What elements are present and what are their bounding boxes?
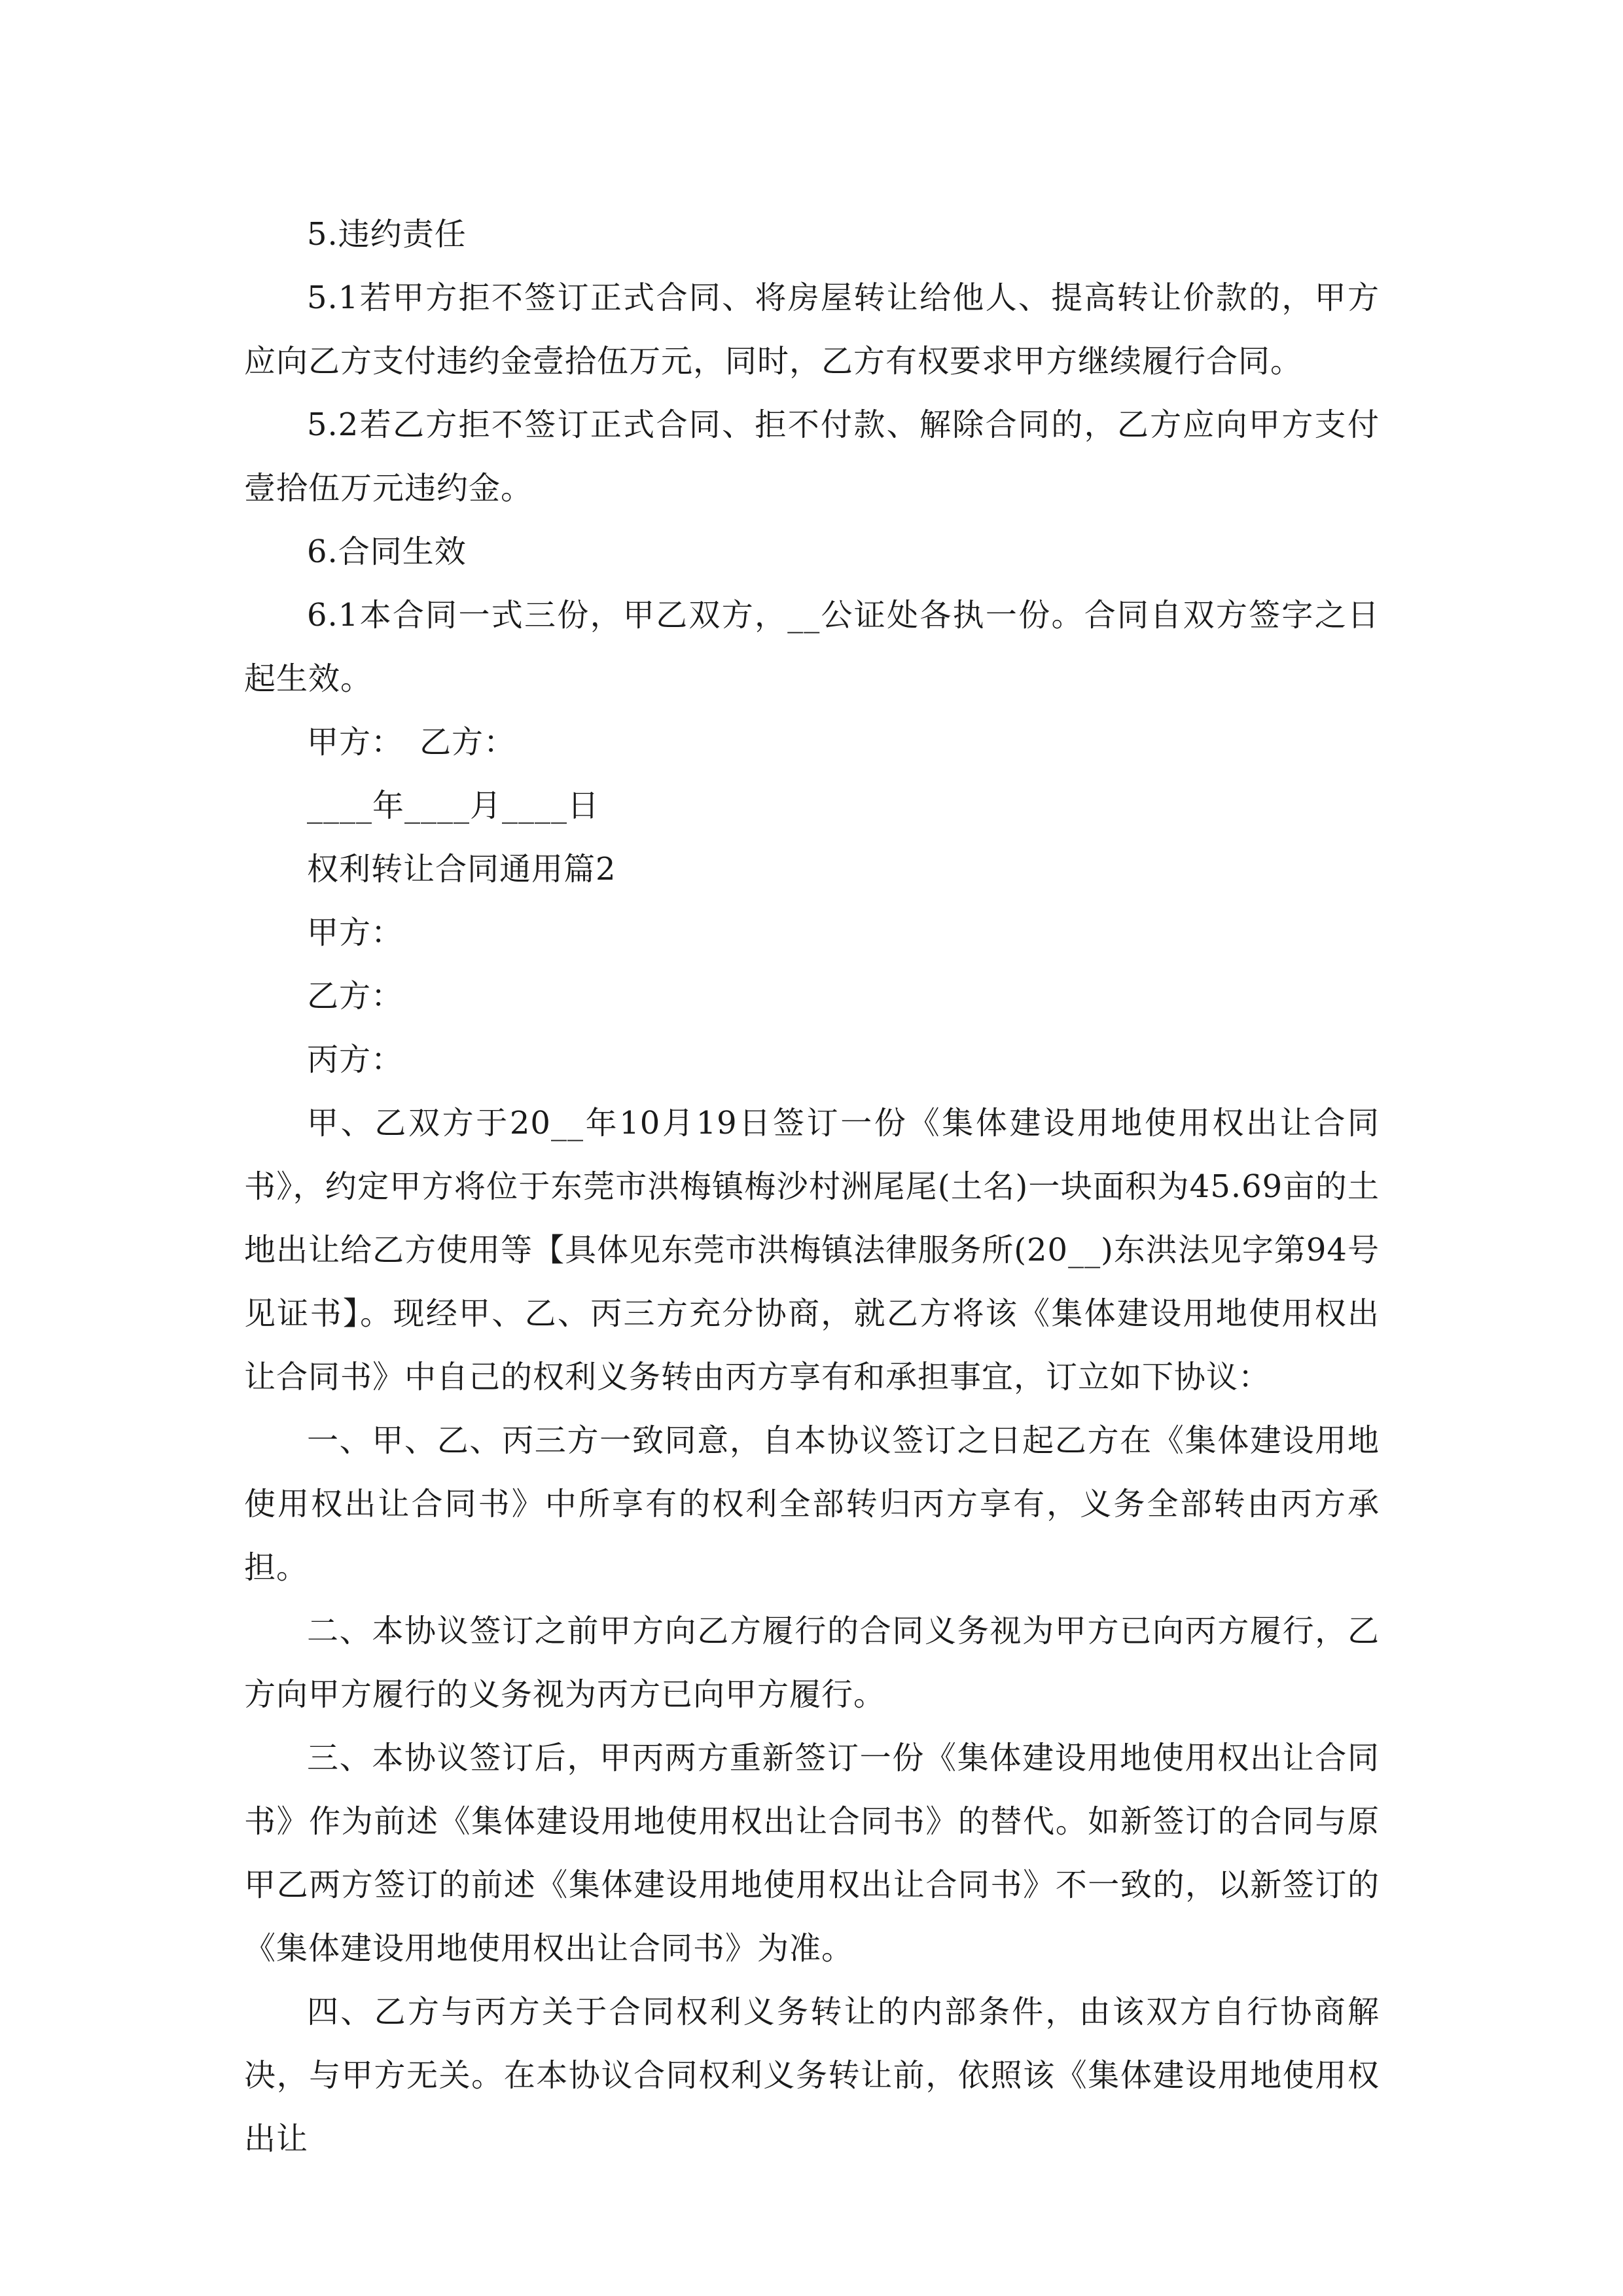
party-c-line: 丙方：: [307, 1041, 404, 1078]
signature-date: ____年____月____日: [307, 787, 600, 824]
signature-parties: 甲方： 乙方：: [307, 724, 516, 761]
clause-5-2: 5.2若乙方拒不签订正式合同、拒不付款、解除合同的，乙方应向甲方支付壹拾伍万元违约金。: [244, 406, 1380, 507]
contract-2-title: 权利转让合同通用篇2: [307, 851, 616, 888]
section-heading-effect: 6.合同生效: [307, 533, 467, 570]
party-a-line: 甲方：: [307, 914, 404, 951]
clause-6-1: 6.1本合同一式三份，甲乙双方，__公证处各执一份。合同自双方签字之日起生效。: [244, 597, 1380, 697]
clause-5-1: 5.1若甲方拒不签订正式合同、将房屋转让给他人、提高转让价款的，甲方应向乙方支付违约金壹拾伍万元，同时，乙方有权要求甲方继续履行合同。: [244, 279, 1380, 380]
section-heading-breach: 5.违约责任: [307, 216, 467, 253]
article-1: 一、甲、乙、丙三方一致同意，自本协议签订之日起乙方在《集体建设用地使用权出让合同书》中所享有的权利全部转归丙方享有，义务全部转由丙方承担。: [244, 1422, 1380, 1586]
document-page: [244, 203, 1380, 2171]
party-b-line: 乙方：: [307, 978, 404, 1014]
preamble-paragraph: 甲、乙双方于20__年10月19日签订一份《集体建设用地使用权出让合同书》，约定甲方将位于东莞市洪梅镇梅沙村洲尾尾(土名)一块面积为45.69亩的土地出让给乙方使用等【具体见东莞市洪梅镇法律服务所(20__)东洪法见字第94号见证书】。现经甲、乙、丙三方充分协商，就乙方将该《集体建设用地使用权出让合同书》中自己的权利义务转由丙方享有和承担事宜，订立如下协议：: [244, 1105, 1380, 1395]
article-3: 三、本协议签订后，甲丙两方重新签订一份《集体建设用地使用权出让合同书》作为前述《集体建设用地使用权出让合同书》的替代。如新签订的合同与原甲乙两方签订的前述《集体建设用地使用权出让合同书》不一致的，以新签订的《集体建设用地使用权出让合同书》为准。: [244, 1740, 1380, 1967]
article-4: 四、乙方与丙方关于合同权利义务转让的内部条件，由该双方自行协商解决，与甲方无关。在本协议合同权利义务转让前，依照该《集体建设用地使用权出让: [244, 1994, 1380, 2157]
article-2: 二、本协议签订之前甲方向乙方履行的合同义务视为甲方已向丙方履行，乙方向甲方履行的义务视为丙方已向甲方履行。: [244, 1613, 1380, 1713]
